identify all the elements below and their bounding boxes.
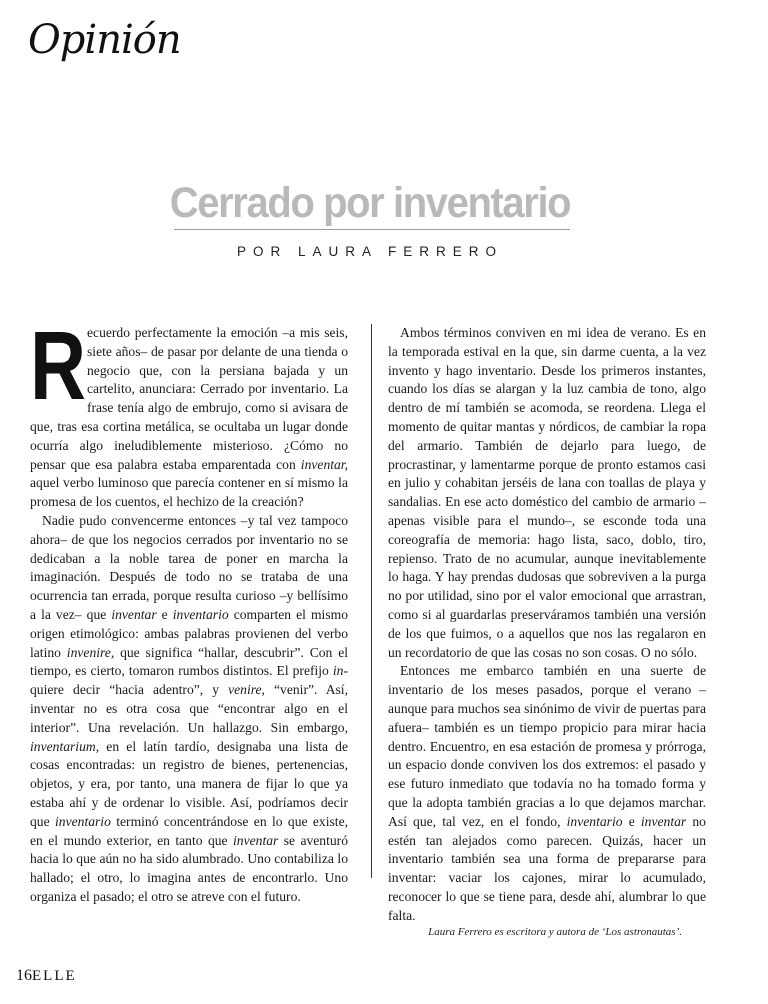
- paragraph-2: Nadie pudo convencerme entonces –y tal vez tampoco ahora– de que los negocios cerrados por inventario no se dedicaban a la noble tarea de poner en marcha la imaginación. Después de todo no se trataba de una ocurrencia tan errada, porque resulta curioso –y bellísimo a la vez– que inventar e inventario comparten el mismo origen etimológico: ambas palabras provienen del verbo latino invenire, que significa “hallar, descubrir”. Con el tiempo, es cierto, tomaron rumbos distintos. El prefijo in- quiere decir “hacia adentro”, y venire, “venir”. Así, inventar no es otra cosa que “encontrar algo en el interior”. Una revelación. Un hallazgo. Sin embargo, inventarium, en el latín tardío, designaba una lista de cosas encontradas: un registro de bienes, pertenencias, objetos, y era, por tanto, una manera de fijar lo que ya estaba ahí y de ordenar lo visible. Así, podríamos decir que inventario terminó concentrándose en lo que existe, en el mundo exterior, en tanto que inventar se aventuró hacia lo que aún no ha sido alumbrado. Uno contabiliza lo hallado; el otro, lo imagina antes de encontrarlo. Uno organiza el pasado; el otro se atreve con el futuro.: [30, 512, 349, 904]
- italic-term: invenire,: [66, 644, 115, 660]
- italic-term: inventar: [111, 606, 157, 622]
- page-folio: [16, 966, 77, 986]
- section-heading: Opinión: [28, 17, 181, 63]
- title-rule: [174, 229, 570, 230]
- column-divider: [371, 324, 372, 878]
- column-left: [30, 311, 349, 907]
- drop-cap: R: [30, 311, 87, 420]
- italic-term: inventario: [172, 606, 229, 622]
- paragraph-1: [30, 311, 348, 512]
- italic-term: in-: [332, 663, 348, 679]
- paragraph-3: Ambos términos conviven en mi idea de verano. Es en la temporada estival en la que, sin darme cuenta, a la vez invento y hago inventario. Desde los primeros instantes, cuando los días se alargan y la luz cambia de tono, algo dentro de mí también se acomoda, se reordena. Llega el momento de quitar mantas y nórdicos, de cambiar la ropa del armario. También de dejarlo para luego, de procrastinar, y lamentarme porque de pronto estamos casi en julio y cohabitan jerséis de lana con toallas de playa y sandalias. En ese acto doméstico del cambio de armario –apenas visible para el mundo–, se esconde toda una coreografía de memoria: hago lista, saco, doblo, tiro, repienso. Trato de no acumular, aunque inevitablemente lo haga. Y hay prendas dudosas que sobreviven a la purga no por utilidad, sino por el valor emocional que arrastran, como si al guardarlas preserváramos también una versión de los que fuimos, o a aquellos que nos las regalaron en un recordatorio de que las cosas no son cosas. O no sólo.: [388, 325, 706, 660]
- paragraph-1-text: ecuerdo perfectamente la emoción –a mis seis, siete años– de pasar por delante de una tienda o negocio que, con la persiana bajada y un cartelito, anunciara: Cerrado por inventario. La frase tenía algo de embrujo, como si avisara de que, tras esa cortina metálica, se ocultaba un lugar donde ocurría algo ineludiblemente misterioso. ¿Cómo no pensar que esa palabra estaba emparentada con inventar, aquel verbo luminoso que parecía contener en sí mismo la promesa de los cuentos, el hechizo de la creación?: [30, 325, 348, 510]
- italic-term: inventario: [566, 813, 623, 829]
- author-credit: Laura Ferrero es escritora y autora de ‘Los astronautas’.: [428, 926, 682, 938]
- byline: POR LAURA FERRERO: [236, 244, 504, 259]
- italic-term: inventar: [640, 813, 687, 829]
- italic-term: inventarium,: [30, 738, 100, 754]
- italic-term: venire,: [228, 682, 265, 698]
- italic-term: inventario: [55, 813, 111, 829]
- paragraph-4: Entonces me embarco también en una suerte de inventario de los meses pasados, porque el verano –aunque para muchos sea sinónimo de vivir de puertas para afuera– también es un tiempo propicio para mirar hacia dentro. Encuentro, en esa estación de promesa y prórroga, un espacio donde conviven los dos extremos: el pasado y ese futuro inmediato que todavía no ha tomado forma y que la adopta también gracias a lo que dejamos marchar. Así que, tal vez, en el fondo, inventario e inventar no estén tan alejados como parecen. Quizás, hacer un inventario también sea una forma de prepararse para inventar: vaciar los cajones, mirar lo acumulado, reconocer lo que se tiene para, desde ahí, alumbrar lo que falta.: [388, 663, 706, 923]
- brand-logo: ELLE: [32, 968, 77, 984]
- page-number: 16: [16, 967, 32, 984]
- article-title: Cerrado por inventario: [169, 179, 571, 227]
- column-right: [388, 324, 706, 926]
- italic-term: inventar,: [300, 456, 348, 472]
- italic-term: inventar: [233, 832, 279, 848]
